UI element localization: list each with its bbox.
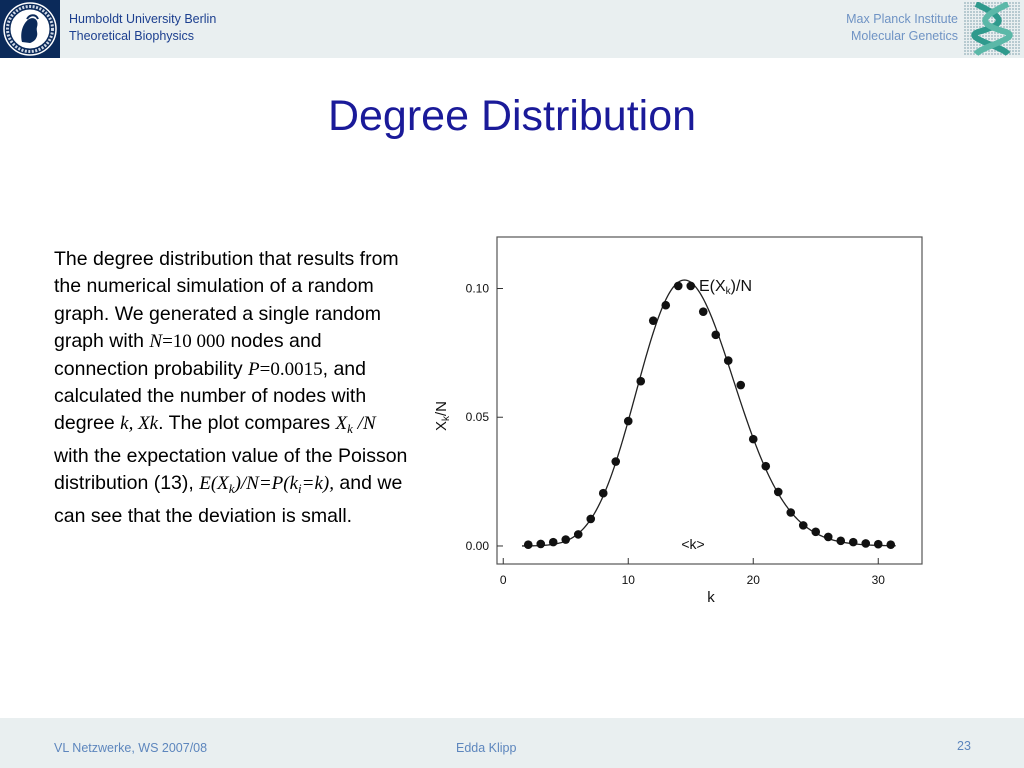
data-point [836, 537, 845, 546]
body-text-6: and we can see that the deviation is small. [54, 472, 403, 527]
slide-title: Degree Distribution [327, 92, 697, 140]
math-x: X [335, 413, 348, 435]
x-tick-label: 30 [871, 573, 885, 587]
math-p-value: =0.0015 [259, 358, 323, 380]
page-number: 23 [957, 739, 971, 753]
footer-bar [0, 718, 1024, 768]
x-tick-label: 20 [746, 573, 760, 587]
data-point [761, 462, 770, 471]
chart-canvas [426, 228, 936, 608]
data-point [786, 508, 795, 517]
x-axis-label: k [707, 589, 715, 606]
data-point [711, 331, 720, 340]
dna-helix-logo [964, 2, 1020, 56]
data-point [824, 533, 833, 542]
data-point [724, 356, 733, 365]
data-point [536, 540, 545, 549]
data-point [524, 540, 533, 549]
footer-course: VL Netzwerke, WS 2007/08 [54, 741, 208, 755]
data-point [736, 381, 745, 390]
humboldt-seal-logo [0, 0, 60, 58]
data-point [586, 515, 595, 524]
y-axis-label: $X_k/N$ [433, 400, 452, 432]
body-text-4: . The plot compares [158, 412, 336, 435]
data-point [799, 521, 808, 530]
data-point [636, 377, 645, 386]
university-line-1: Humboldt University Berlin [69, 12, 217, 26]
data-point [611, 457, 620, 466]
data-point [549, 538, 558, 547]
body-text-3: , and calculated the number of nodes with degree [54, 357, 367, 435]
math-expectation-sub-i: i [298, 481, 302, 497]
y-tick-label: 0.00 [465, 538, 489, 553]
data-point [649, 316, 658, 325]
x-tick-label: 0 [499, 573, 507, 587]
data-point [661, 301, 670, 310]
data-point [624, 417, 633, 426]
y-tick-label: 0.05 [465, 410, 489, 425]
math-k: k, Xk [120, 413, 159, 435]
data-point [774, 488, 783, 497]
math-expectation-1: E(X [199, 473, 229, 495]
math-x-over-n: /N [352, 413, 376, 435]
math-expectation-sub-k: k [228, 481, 235, 497]
data-point [574, 530, 583, 539]
university-line-2: Theoretical Biophysics [69, 29, 195, 43]
body-text-1: The degree distribution that results from the numerical simulation of a random graph. We generated a single random graph with [54, 248, 399, 353]
data-point [861, 539, 870, 548]
footer-author: Edda Klipp [456, 741, 517, 755]
math-p: P [248, 358, 260, 380]
data-point [599, 489, 608, 498]
university-label [69, 11, 216, 45]
curve-label: E(Xk)/N [699, 278, 752, 297]
y-tick-label: 0.10 [465, 281, 489, 296]
math-n: N [149, 331, 163, 353]
math-x-subscript: k [347, 421, 353, 437]
math-expectation-2: )/N=P(k [234, 473, 299, 495]
data-point [686, 282, 695, 291]
data-point [749, 435, 758, 444]
data-point [561, 535, 570, 544]
data-point [886, 540, 895, 549]
degree-distribution-chart [426, 228, 936, 608]
data-point [874, 540, 883, 549]
math-n-value: =10 000 [162, 331, 226, 353]
body-paragraph [54, 246, 414, 530]
header-bar [0, 0, 1024, 58]
x-tick-label: 10 [621, 573, 635, 587]
institute-label [846, 11, 958, 45]
body-text-5: with the expectation value of the Poisson distribution (13), [54, 444, 408, 495]
institute-line-1: Max Planck Institute [846, 12, 958, 26]
body-text-2: nodes and connection probability [54, 330, 322, 380]
data-point [699, 307, 708, 316]
math-expectation-3: =k), [301, 473, 334, 495]
data-point [674, 282, 683, 291]
mean-label: <k> [681, 536, 705, 552]
poisson-curve [522, 280, 896, 546]
data-point [849, 538, 858, 547]
institute-line-2: Molecular Genetics [851, 29, 958, 43]
data-point [811, 528, 820, 537]
